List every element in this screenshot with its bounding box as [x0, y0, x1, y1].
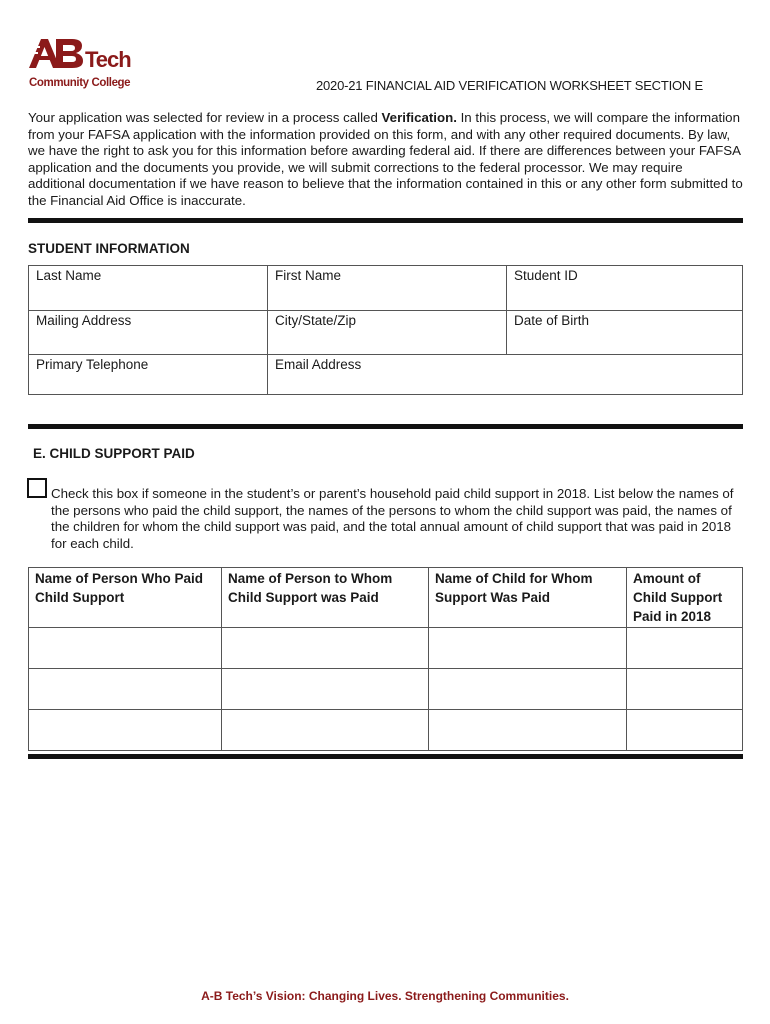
- child-support-table: [28, 567, 743, 751]
- payee-cell[interactable]: [222, 710, 429, 751]
- table-row: [29, 628, 743, 669]
- date-of-birth-field[interactable]: [507, 311, 743, 355]
- col-payee-header: Name of Person to Whom Child Support was Paid: [222, 568, 429, 628]
- first-name-field[interactable]: [268, 266, 507, 311]
- child-cell[interactable]: [429, 710, 627, 751]
- child-cell[interactable]: [429, 628, 627, 669]
- section-divider: [28, 424, 743, 429]
- table-row: [29, 669, 743, 710]
- amount-cell[interactable]: [627, 669, 743, 710]
- payer-cell[interactable]: [29, 628, 222, 669]
- date-of-birth-label: Date of Birth: [514, 313, 590, 328]
- primary-telephone-field[interactable]: [29, 355, 268, 395]
- payee-cell[interactable]: [222, 669, 429, 710]
- checkbox-instructions: Check this box if someone in the student’s or parent’s household paid child support in 2018. List below the names of the persons who paid the child support, the names of the persons to whom the child support was paid, the names of the children for whom the child support was paid, and the total annual amount of child support that was paid in 2018 for each child.: [51, 486, 734, 551]
- col-amount-header: Amount of Child Support Paid in 2018: [627, 568, 743, 628]
- student-info-table: [28, 265, 743, 395]
- student-info-heading: STUDENT INFORMATION: [28, 241, 190, 256]
- child-support-heading: E. CHILD SUPPORT PAID: [33, 446, 195, 461]
- section-divider: [28, 218, 743, 223]
- first-name-label: First Name: [275, 268, 342, 283]
- svg-text:Tech: Tech: [85, 47, 131, 72]
- child-support-checkbox[interactable]: [27, 478, 47, 498]
- child-cell[interactable]: [429, 669, 627, 710]
- payer-cell[interactable]: [29, 669, 222, 710]
- amount-cell[interactable]: [627, 710, 743, 751]
- section-divider: [28, 754, 743, 759]
- email-address-field[interactable]: [268, 355, 743, 395]
- city-state-zip-field[interactable]: [268, 311, 507, 355]
- intro-term: Verification.: [381, 110, 457, 125]
- payer-cell[interactable]: [29, 710, 222, 751]
- primary-telephone-label: Primary Telephone: [36, 357, 149, 372]
- student-id-field[interactable]: [507, 266, 743, 311]
- email-address-label: Email Address: [275, 357, 362, 372]
- last-name-label: Last Name: [36, 268, 102, 283]
- col-child-header: Name of Child for Whom Support Was Paid: [429, 568, 627, 628]
- amount-cell[interactable]: [627, 628, 743, 669]
- payee-cell[interactable]: [222, 628, 429, 669]
- svg-text:Community College: Community College: [29, 77, 131, 89]
- mailing-address-label: Mailing Address: [36, 313, 132, 328]
- ab-tech-logo: [26, 36, 136, 92]
- form-title: 2020-21 FINANCIAL AID VERIFICATION WORKSHEET SECTION E: [316, 78, 703, 93]
- table-row: [29, 710, 743, 751]
- last-name-field[interactable]: [29, 266, 268, 311]
- col-payer-header: Name of Person Who Paid Child Support: [29, 568, 222, 628]
- intro-paragraph: [28, 110, 743, 210]
- mailing-address-field[interactable]: [29, 311, 268, 355]
- city-state-zip-label: City/State/Zip: [275, 313, 357, 328]
- intro-lead: Your application was selected for review in a process called: [28, 110, 382, 125]
- student-id-label: Student ID: [514, 268, 578, 283]
- footer-vision: A-B Tech’s Vision: Changing Lives. Strengthening Communities.: [201, 989, 569, 1003]
- intro-rest: In this process, we will compare the information from your FAFSA application with the information provided on this form, and with any other required documents. By law, we have the right to ask you for this information before awarding federal aid. If there are differences between your FAFSA application and the documents you provide, we will submit corrections to the federal processor. We may require additional documentation if we have reason to believe that the information contained in this or any other form submitted to the Financial Aid Office is inaccurate.: [28, 110, 743, 208]
